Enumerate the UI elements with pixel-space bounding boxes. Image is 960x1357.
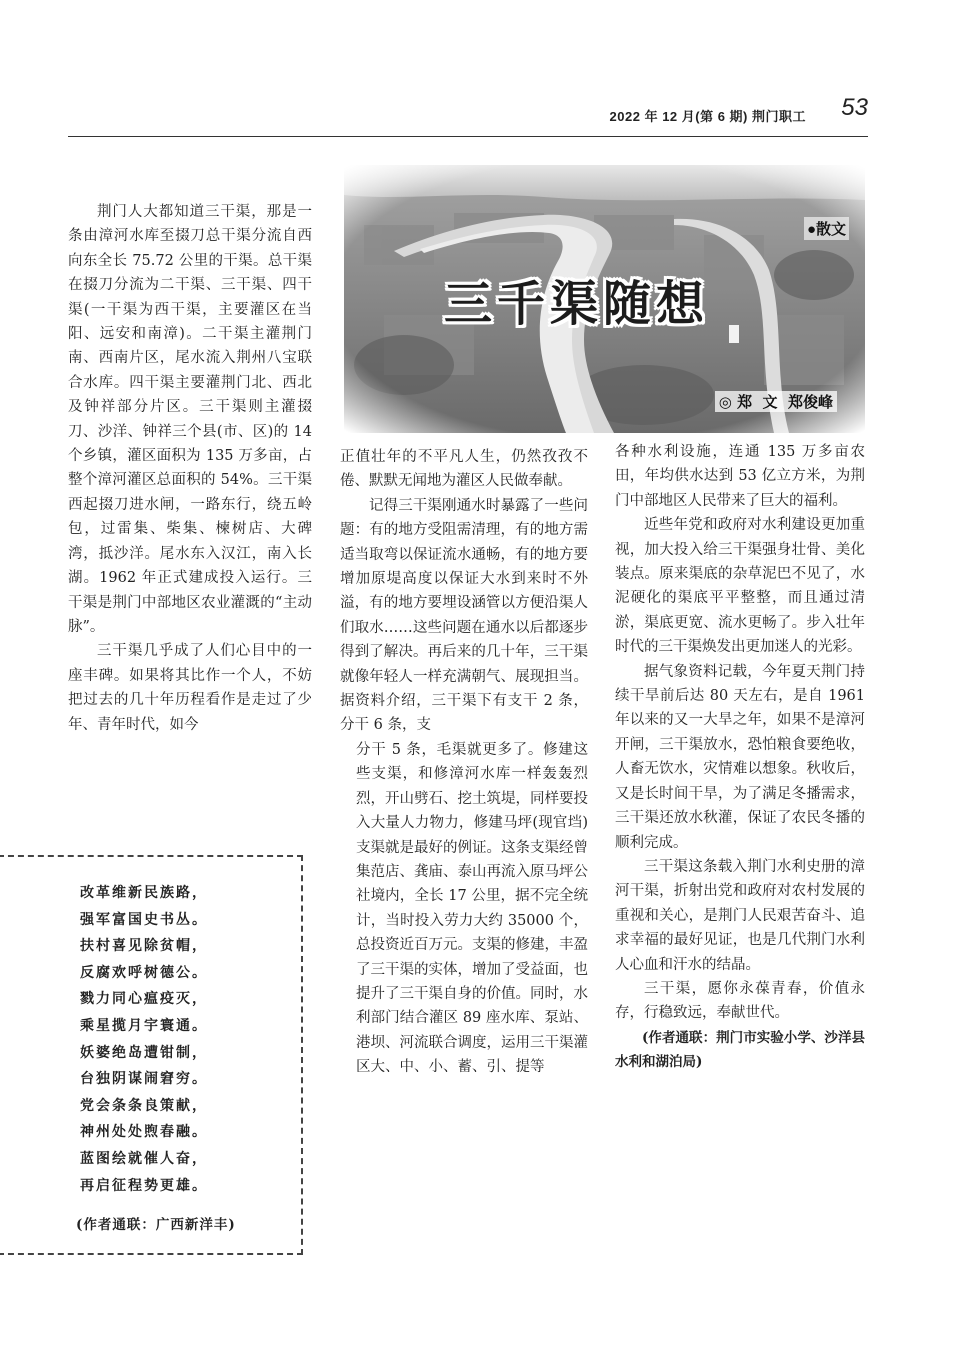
poem-line: 再启征程势更雄。 [80,1177,208,1194]
paragraph: 各种水利设施，连通 135 万多亩农田，年均供水达到 53 亿立方米，为荆门中部地区人民带来了巨大的福利。 [615,444,865,509]
article-title: 三千渠随想 [444,276,710,332]
poem-line: 台独阴谋闹窘穷。 [80,1071,208,1088]
hero-photo [344,165,865,433]
column-2 [340,445,588,1080]
poem-line: 乘星揽月宇寰通。 [80,1017,208,1034]
author-note: (作者通联：荆门市实验小学、沙洋县水利和湖泊局) [615,1029,865,1071]
poem-author: (作者通联：广西新洋丰) [76,1217,236,1233]
poem-line: 反腐欢呼树德公。 [80,964,208,981]
page-header [68,88,868,137]
paragraph: 三干渠几乎成了人们心目中的一座丰碑。如果将其比作一个人，不妨把过去的几十年历程看作是走过了少年、青年时代，如今 [68,643,312,733]
poem-line: 党会条条良策献， [80,1097,208,1114]
poem-line: 神州处处煦春融。 [80,1124,208,1141]
poem-line: 扶村喜见除贫帽， [80,938,208,955]
column-1 [68,200,312,737]
poem-line: 妖婆绝岛遭钳制， [80,1044,208,1061]
page-number: 53 [841,94,868,121]
article-byline: ◎ 郑 文 郑俊峰 [715,391,837,412]
poem-line: 戮力同心瘟疫灭， [80,991,208,1008]
issue-info: 2022 年 12 月(第 6 期) 荆门职工 [609,109,806,124]
poem [80,880,208,1199]
paragraph: 近些年党和政府对水利建设更加重视，加大投入给三干渠强身壮骨、美化装点。原来渠底的杂草泥巴不见了，水泥硬化的渠底平平整整，而且通过清淤，渠底更宽、流水更畅了。步入壮年时代的三干渠焕发出更加迷人的光彩。 [615,517,865,656]
paragraph: 正值壮年的不平凡人生，仍然孜孜不倦、默默无闻地为灌区人民做奉献。 [340,449,588,490]
paragraph: 据气象资料记载，今年夏天荆门持续干旱前后达 80 天左右，是自 1961 年以来的又一大旱之年，如果不是漳河开闸，三干渠放水，恐怕粮食要绝收，人畜无饮水，灾情难以想象。秋收后，又是长时间干旱，为了满足冬播需求，三干渠还放水秋灌，保证了农民冬播的顺利完成。 [615,663,865,851]
poem-line: 改革维新民族路， [80,885,208,901]
section-tag: ●散文 [804,217,849,240]
poem-line: 蓝图绘就催人奋， [80,1150,208,1167]
paragraph: 三干渠这条载入荆门水利史册的漳河干渠，折射出党和政府对农村发展的重视和关心，是荆门人民艰苦奋斗、追求幸福的最好见证，也是几代荆门水利人心血和汗水的结晶。 [615,858,865,973]
paragraph: 三干渠，愿你永葆青春，价值永存，行稳致远，奉献世代。 [615,980,865,1022]
column-3 [615,440,865,1075]
paragraph: 荆门人大都知道三干渠，那是一条由漳河水库至掇刀总干渠分流自西向东全长 75.72 公里的干渠。总干渠在掇刀分流为二干渠、三干渠、四干渠(一干渠为西干渠，主要灌区在当阳、远安和南漳)。二干渠主灌荆门南、西南片区，尾水流入荆州八宝联合水库。四干渠主要灌荆门北、西北及钟祥部分片区。三干渠则主灌掇刀、沙洋、钟祥三个县(市、区)的 14 个乡镇，灌区面积为 135 万多亩，占整个漳河灌区总面积的 54%。三干渠西起掇刀进水闸，一路东行，绕五岭包，过雷集、柴集、楝树店、大碑湾，抵沙洋。尾水东入汉江，南入长湖。1962 年正式建成投入运行。三干渠是荆门中部地区农业灌溉的“主动脉”。 [68,204,312,635]
paragraph: 分干 5 条，毛渠就更多了。修建这些支渠，和修漳河水库一样轰轰烈烈，开山劈石、挖土筑堤，同样要投入大量人力物力，修建马坪(现官垱)支渠就是最好的例证。这条支渠经曾集范店、龚庙、泰山再流入原马坪公社境内，全长 17 公里，据不完全统计，当时投入劳力大约 35000 个，总投资近百万元。支渠的修建，丰盈了三干渠的实体，增加了受益面，也提升了三干渠自身的价值。同时，水利部门结合灌区 89 座水库、泵站、港坝、河流联合调度，运用三干渠灌区大、中、小、蓄、引、提等 [356,741,588,1076]
poem-line: 强军富国史书丛。 [80,911,208,928]
paragraph: 记得三干渠刚通水时暴露了一些问题：有的地方受阻需清理，有的地方需适当取弯以保证流水通畅，有的地方要增加原堤高度以保证大水到来时不外溢，有的地方要埋设涵管以方便沿渠人们取水……这些问题在通水以后都逐步得到了解决。再后来的几十年，三干渠就像年轻人一样充满朝气、展现担当。据资料介绍，三干渠下有支干 2 条，分干 6 条，支 [340,497,588,734]
